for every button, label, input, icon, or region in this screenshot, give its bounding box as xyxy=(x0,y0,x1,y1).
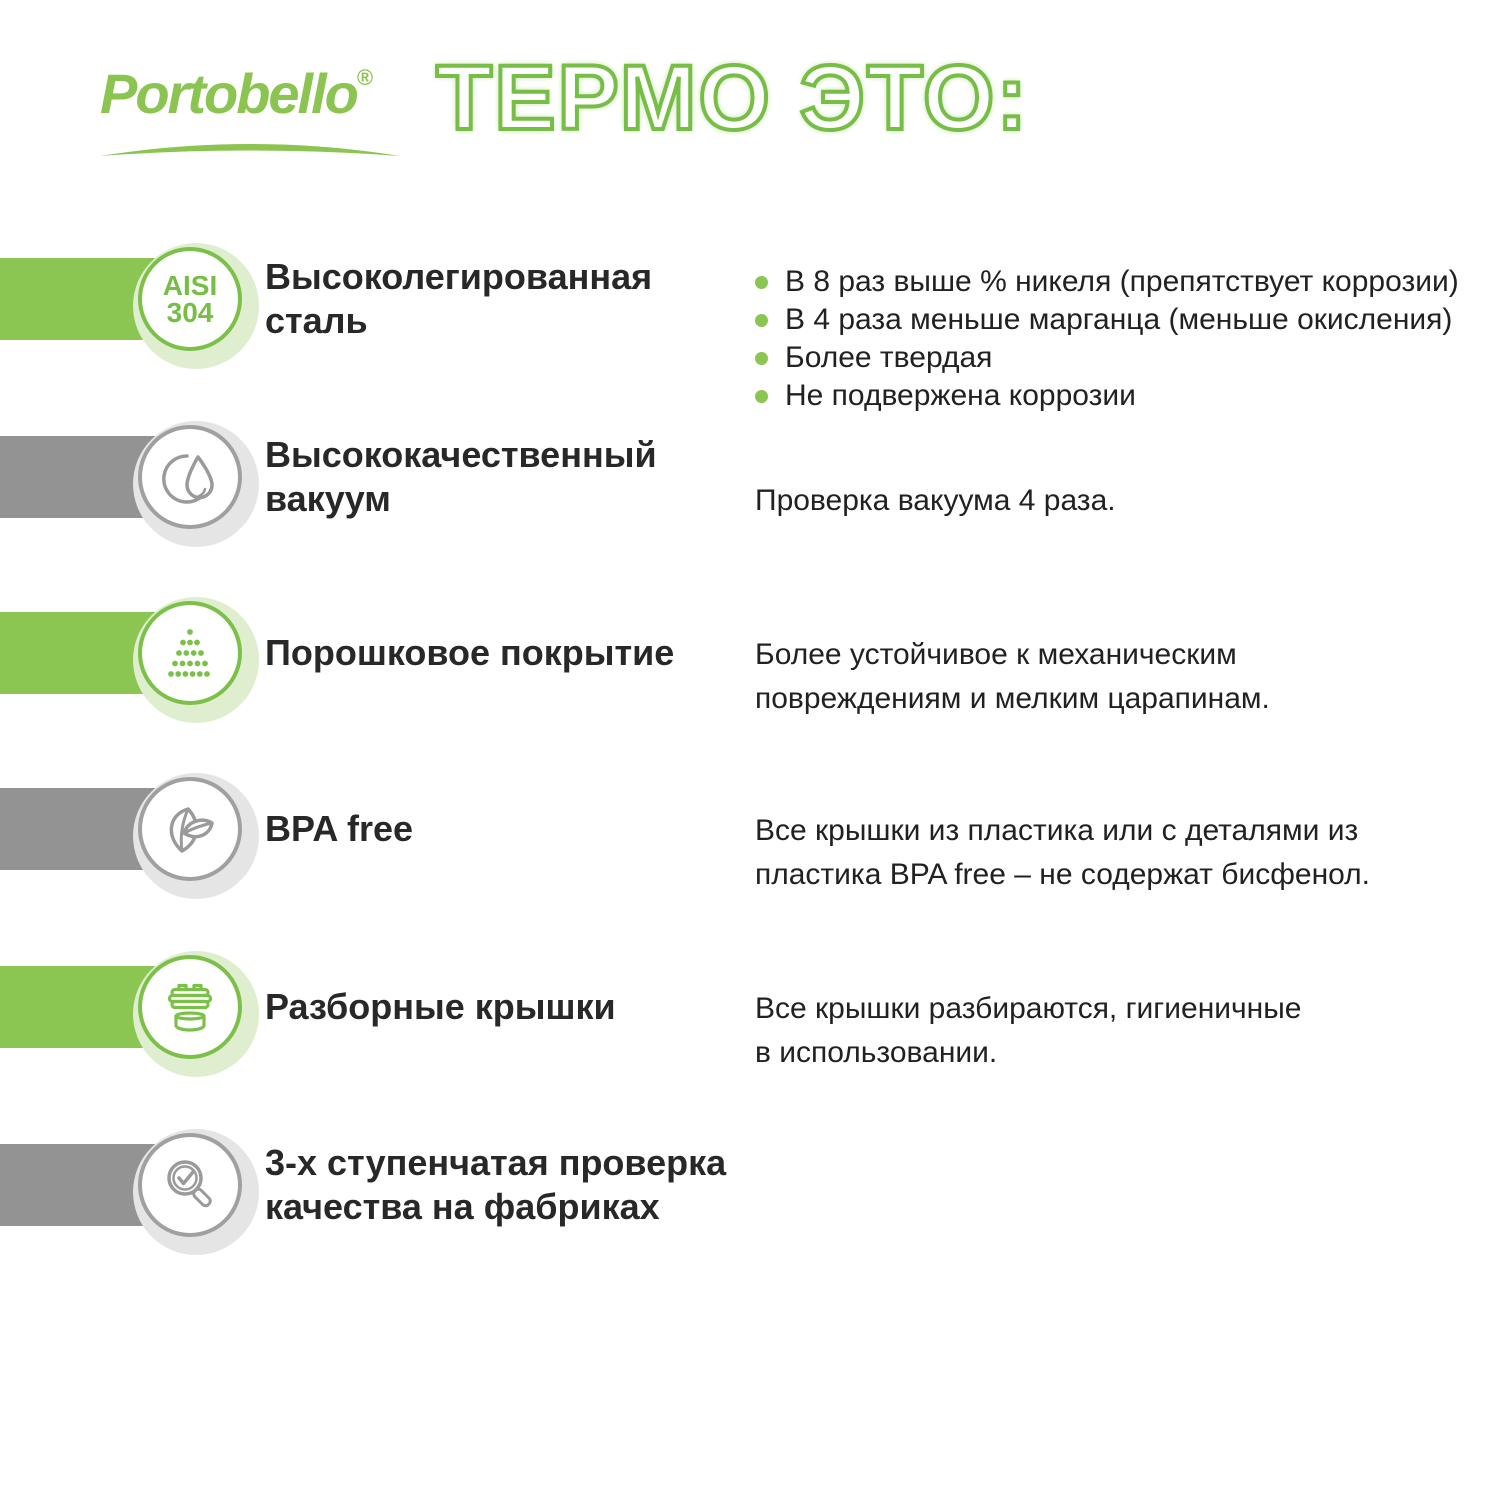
lid-parts-icon xyxy=(158,975,222,1039)
bullet-text: Более твердая xyxy=(785,341,993,374)
bullet-dot-icon xyxy=(755,276,768,289)
brand-name: Portobello xyxy=(100,62,357,125)
heading-line: 3-х ступенчатая проверка xyxy=(265,1142,727,1183)
bullet-dot-icon xyxy=(755,352,768,365)
registered-mark-icon: ® xyxy=(356,65,374,90)
logo-swoosh-icon xyxy=(100,136,400,158)
feature-row-steel xyxy=(0,229,1500,412)
desc-line: повреждениям и мелким царапинам. xyxy=(755,682,1270,715)
feature-heading xyxy=(265,433,657,521)
icon-circle xyxy=(138,425,242,529)
icon-circle xyxy=(138,247,242,351)
feature-heading xyxy=(265,631,674,675)
desc-line: Проверка вакуума 4 раза. xyxy=(755,484,1116,517)
feature-heading xyxy=(265,807,413,851)
bullet-dot-icon xyxy=(755,314,768,327)
feature-description xyxy=(755,479,1116,523)
feature-description xyxy=(755,809,1370,897)
bullet-item xyxy=(755,339,1459,377)
feature-row-bpa-free xyxy=(0,759,1500,899)
aisi-badge-line2: 304 xyxy=(166,297,214,328)
heading-line: Высококачественный xyxy=(265,434,657,475)
bullet-text: В 8 раз выше % никеля (препятствует коррозии) xyxy=(785,265,1459,298)
bullet-dot-icon xyxy=(755,390,768,403)
bullet-list xyxy=(755,263,1459,415)
icon-circle xyxy=(138,777,242,881)
desc-line: пластика BPA free – не содержат бисфенол. xyxy=(755,858,1370,891)
aisi-304-badge xyxy=(163,272,217,326)
aisi-badge-line1: AISI xyxy=(162,270,218,301)
powder-dots-icon xyxy=(158,621,222,685)
desc-line: Все крышки из пластика или с деталями из xyxy=(755,814,1359,847)
heading-line: BPA free xyxy=(265,808,414,849)
heading-line: Порошковое покрытие xyxy=(265,632,675,673)
desc-line: в использовании. xyxy=(755,1036,998,1069)
feature-heading xyxy=(265,255,652,343)
heading-line: вакуум xyxy=(265,478,391,519)
icon-circle xyxy=(138,1133,242,1237)
page-title: ТЕРМО ЭТО: xyxy=(436,47,1030,149)
feature-description xyxy=(755,633,1270,721)
water-drop-icon xyxy=(158,445,222,509)
feature-description xyxy=(755,987,1301,1075)
heading-line: Разборные крышки xyxy=(265,986,616,1027)
icon-circle xyxy=(138,601,242,705)
magnifier-check-icon xyxy=(158,1153,222,1217)
feature-row-vacuum xyxy=(0,407,1500,547)
feature-row-lids xyxy=(0,937,1500,1077)
feature-heading xyxy=(265,1141,726,1229)
desc-line: Более устойчивое к механическим xyxy=(755,638,1237,671)
leaves-icon xyxy=(158,797,222,861)
desc-line: Все крышки разбираются, гигиеничные xyxy=(755,992,1302,1025)
heading-line: Высоколегированная xyxy=(265,256,653,297)
feature-heading xyxy=(265,985,616,1029)
heading-line: сталь xyxy=(265,300,368,341)
heading-line: качества на фабриках xyxy=(265,1186,660,1227)
bullet-text: В 4 раза меньше марганца (меньше окисления) xyxy=(785,303,1453,336)
bullet-text: Не подвержена коррозии xyxy=(785,379,1136,412)
brand-logo xyxy=(100,62,400,158)
bullet-item xyxy=(755,263,1459,301)
icon-circle xyxy=(138,955,242,1059)
feature-row-quality-check xyxy=(0,1115,1500,1255)
brand-logo-text xyxy=(100,62,400,125)
feature-row-powder-coating xyxy=(0,583,1500,723)
bullet-item xyxy=(755,301,1459,339)
